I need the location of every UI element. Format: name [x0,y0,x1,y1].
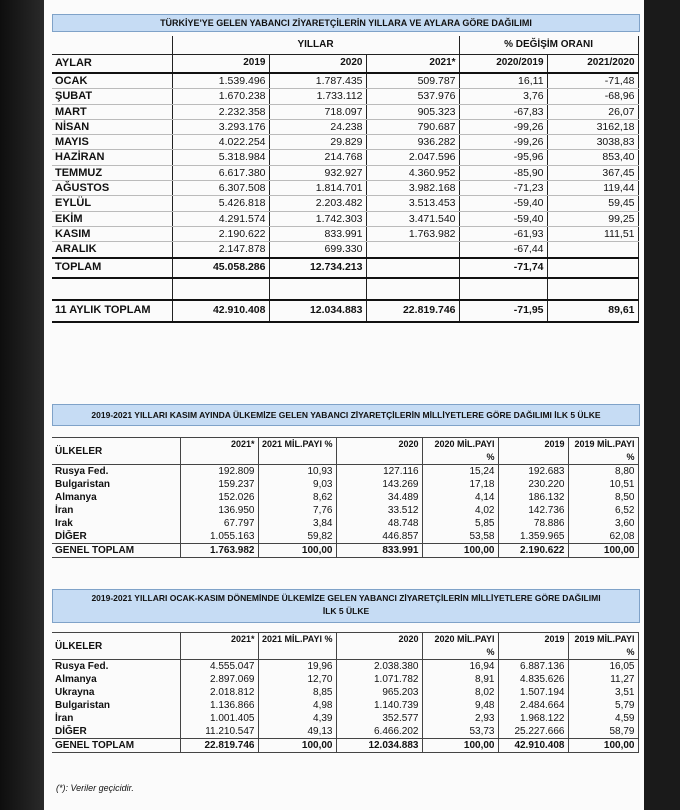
country-cell: DİĞER [52,725,180,739]
month-cell: -61,93 [459,226,547,241]
month-cell: 29.829 [269,135,366,150]
country-cell: 3,84 [258,517,336,530]
country-cell: 11,27 [568,673,638,686]
footnote: (*): Veriler geçicidir. [56,783,134,793]
eleven-month-total-row [52,300,638,322]
country-cell: 136.950 [180,504,258,517]
country-cell: 5,79 [568,699,638,712]
country-cell: 16,94 [422,660,498,674]
empty-cell [52,36,172,55]
header-cell: 2020 [336,633,422,660]
month-cell: 1.814.701 [269,181,366,196]
country-cell: İran [52,712,180,725]
month-row [52,242,638,258]
country-cell: 19,96 [258,660,336,674]
country-cell: 16,05 [568,660,638,674]
total-cell [366,258,459,278]
table2-country-row [52,478,638,491]
month-cell: 6.307.508 [172,181,269,196]
total-cell: 100,00 [258,739,336,753]
total-cell: TOPLAM [52,258,172,278]
country-cell: 1.055.163 [180,530,258,544]
header-cell: ÜLKELER [52,633,180,660]
month-cell: 1.733.112 [269,89,366,104]
spacer-cell [459,278,547,300]
country-cell: Ukrayna [52,686,180,699]
country-cell: 9,48 [422,699,498,712]
country-cell: 59,82 [258,530,336,544]
country-cell: 186.132 [498,491,568,504]
country-cell: 1.136.866 [180,699,258,712]
header-cell: 2020 [269,55,366,74]
month-cell: 5.426.818 [172,196,269,211]
country-cell: 67.797 [180,517,258,530]
month-cell: MAYIS [52,135,172,150]
total-cell: -71,74 [459,258,547,278]
country-cell: Almanya [52,673,180,686]
month-cell: -85,90 [459,165,547,180]
total-cell: 100,00 [422,544,498,558]
table3-country-row [52,686,638,699]
country-cell: 10,51 [568,478,638,491]
header-cell: 2020 MİL.PAYI % [422,633,498,660]
country-cell: 3,60 [568,517,638,530]
country-cell: Bulgaristan [52,699,180,712]
country-cell: 192.683 [498,465,568,479]
month-cell: 3038,83 [547,135,638,150]
month-cell: 2.190.622 [172,226,269,241]
country-cell: 6,52 [568,504,638,517]
photo-edge-shadow [0,0,44,810]
header-cell: 2020 [336,438,422,465]
month-cell [366,242,459,258]
table1-header-row [52,55,638,74]
eleven-month-cell: 42.910.408 [172,300,269,322]
country-cell: 8,02 [422,686,498,699]
month-cell: 214.768 [269,150,366,165]
total-cell: 12.034.883 [336,739,422,753]
monthly-visitors-table [52,36,639,323]
month-cell: 1.787.435 [269,73,366,89]
month-cell: 699.330 [269,242,366,258]
month-cell: 2.232.358 [172,104,269,119]
month-cell: NİSAN [52,119,172,134]
country-cell: 152.026 [180,491,258,504]
total-cell: 100,00 [258,544,336,558]
month-cell: 24.238 [269,119,366,134]
country-cell: 143.269 [336,478,422,491]
table1-group-header [52,36,638,55]
table2-header-row [52,438,638,465]
country-cell: 5,85 [422,517,498,530]
header-cell: 2019 MİL.PAYI % [568,633,638,660]
country-cell: 4,59 [568,712,638,725]
table3-total-row [52,739,638,753]
month-cell: 1.539.496 [172,73,269,89]
country-cell: 11.210.547 [180,725,258,739]
country-cell: 4.555.047 [180,660,258,674]
country-cell: 1.968.122 [498,712,568,725]
month-row [52,165,638,180]
spacer-cell [269,278,366,300]
table3-country-row [52,660,638,674]
jan-nov-countries-table [52,632,639,753]
month-cell: 367,45 [547,165,638,180]
spacer-cell [547,278,638,300]
month-cell: 111,51 [547,226,638,241]
month-cell: 537.976 [366,89,459,104]
month-cell: OCAK [52,73,172,89]
month-cell: 3.513.453 [366,196,459,211]
month-cell: 4.360.952 [366,165,459,180]
header-cell: 2020/2019 [459,55,547,74]
country-cell: 127.116 [336,465,422,479]
month-row [52,119,638,134]
month-cell: EKİM [52,211,172,226]
header-cell: 2019 [172,55,269,74]
table3-header-row [52,633,638,660]
total-cell: GENEL TOPLAM [52,544,180,558]
header-cell: 2021* [180,633,258,660]
country-cell: 230.220 [498,478,568,491]
country-cell: 78.886 [498,517,568,530]
month-cell: 936.282 [366,135,459,150]
country-cell: Irak [52,517,180,530]
header-cell: 2020 MİL.PAYI % [422,438,498,465]
country-cell: 8,80 [568,465,638,479]
month-cell: 1.670.238 [172,89,269,104]
month-cell: -68,96 [547,89,638,104]
country-cell: 10,93 [258,465,336,479]
country-cell: Bulgaristan [52,478,180,491]
month-cell: 3.471.540 [366,211,459,226]
month-cell: AĞUSTOS [52,181,172,196]
table3-country-row [52,712,638,725]
country-cell: 1.507.194 [498,686,568,699]
country-cell: DİĞER [52,530,180,544]
country-cell: 58,79 [568,725,638,739]
total-cell: 12.734.213 [269,258,366,278]
country-cell: 15,24 [422,465,498,479]
month-cell: MART [52,104,172,119]
month-cell: HAZİRAN [52,150,172,165]
month-cell: 509.787 [366,73,459,89]
month-cell: -67,83 [459,104,547,119]
total-cell [547,258,638,278]
total-cell: 42.910.408 [498,739,568,753]
country-cell: 1.359.965 [498,530,568,544]
country-cell: 48.748 [336,517,422,530]
country-cell: 446.857 [336,530,422,544]
country-cell: 53,58 [422,530,498,544]
header-cell: 2019 MİL.PAYI % [568,438,638,465]
country-cell: 25.227.666 [498,725,568,739]
header-cell: 2021* [366,55,459,74]
month-row [52,196,638,211]
total-cell: 45.058.286 [172,258,269,278]
month-cell: EYLÜL [52,196,172,211]
month-cell: 1.742.303 [269,211,366,226]
country-cell: 2.018.812 [180,686,258,699]
month-cell: 26,07 [547,104,638,119]
header-cell: ÜLKELER [52,438,180,465]
month-cell: 3,76 [459,89,547,104]
total-cell: 833.991 [336,544,422,558]
eleven-month-cell: 12.034.883 [269,300,366,322]
country-cell: 8,91 [422,673,498,686]
table3-country-row [52,725,638,739]
years-group-label: YILLAR [172,36,459,55]
country-cell: 6.887.136 [498,660,568,674]
header-cell: 2019 [498,633,568,660]
month-cell: -99,26 [459,135,547,150]
total-cell: 100,00 [568,544,638,558]
country-cell: 62,08 [568,530,638,544]
november-countries-table [52,437,639,558]
month-cell: 905.323 [366,104,459,119]
month-cell: -67,44 [459,242,547,258]
month-row [52,211,638,226]
country-cell: 4.835.626 [498,673,568,686]
month-row [52,150,638,165]
header-cell: 2021 MİL.PAYI % [258,438,336,465]
table3-title [52,589,640,623]
month-cell: -95,96 [459,150,547,165]
table3-title-line1: 2019-2021 YILLARI OCAK-KASIM DÖNEMİNDE ÜLKEMİZE GELEN YABANCI ZİYARETÇİLERİN MİLLİYETLERE GÖRE DAĞILIMI [91,593,601,603]
month-cell: 853,40 [547,150,638,165]
month-cell: 2.203.482 [269,196,366,211]
spacer-cell [366,278,459,300]
eleven-month-cell: 22.819.746 [366,300,459,322]
country-cell: 33.512 [336,504,422,517]
country-cell: Rusya Fed. [52,660,180,674]
month-cell: 833.991 [269,226,366,241]
month-cell: 932.927 [269,165,366,180]
spacer-cell [52,278,172,300]
header-cell: 2021/2020 [547,55,638,74]
total-cell: 100,00 [422,739,498,753]
country-cell: 2,93 [422,712,498,725]
month-cell: 5.318.984 [172,150,269,165]
country-cell: 12,70 [258,673,336,686]
month-cell: ARALIK [52,242,172,258]
table2-country-row [52,504,638,517]
total-cell: 22.819.746 [180,739,258,753]
month-cell: 3.293.176 [172,119,269,134]
month-cell: 59,45 [547,196,638,211]
spacer-cell [172,278,269,300]
country-cell: 2.484.664 [498,699,568,712]
country-cell: 6.466.202 [336,725,422,739]
eleven-month-cell: -71,95 [459,300,547,322]
country-cell: 53,73 [422,725,498,739]
country-cell: 1.071.782 [336,673,422,686]
month-cell: 3162,18 [547,119,638,134]
table2-country-row [52,517,638,530]
month-cell: -71,48 [547,73,638,89]
country-cell: 2.897.069 [180,673,258,686]
country-cell: 34.489 [336,491,422,504]
month-cell: -71,23 [459,181,547,196]
country-cell: 8,50 [568,491,638,504]
month-row [52,226,638,241]
total-cell: GENEL TOPLAM [52,739,180,753]
country-cell: 142.736 [498,504,568,517]
month-cell: -59,40 [459,211,547,226]
country-cell: 1.001.405 [180,712,258,725]
total-cell: 1.763.982 [180,544,258,558]
country-cell: 17,18 [422,478,498,491]
table2-country-row [52,465,638,479]
header-cell: 2021 MİL.PAYI % [258,633,336,660]
month-cell: 4.022.254 [172,135,269,150]
change-group-label: % DEĞİŞİM ORANI [459,36,638,55]
month-cell: 16,11 [459,73,547,89]
month-cell: KASIM [52,226,172,241]
total-cell: 2.190.622 [498,544,568,558]
month-cell: 1.763.982 [366,226,459,241]
country-cell: 159.237 [180,478,258,491]
table2-country-row [52,530,638,544]
month-cell: ŞUBAT [52,89,172,104]
table1-title: TÜRKİYE'YE GELEN YABANCI ZİYARETÇİLERİN YILLARA VE AYLARA GÖRE DAĞILIMI [52,14,640,32]
month-cell: 2.147.878 [172,242,269,258]
country-cell: 8,85 [258,686,336,699]
table2-title: 2019-2021 YILLARI KASIM AYINDA ÜLKEMİZE GELEN YABANCI ZİYARETÇİLERİN MİLLİYETLERE GÖRE DAĞILIMI İLK 5 ÜLKE [52,404,640,426]
country-cell: 1.140.739 [336,699,422,712]
month-cell: 790.687 [366,119,459,134]
month-cell: 3.982.168 [366,181,459,196]
month-cell: 2.047.596 [366,150,459,165]
country-cell: 49,13 [258,725,336,739]
country-cell: Almanya [52,491,180,504]
eleven-month-cell: 89,61 [547,300,638,322]
month-row [52,135,638,150]
table3-title-line2: İLK 5 ÜLKE [322,606,370,616]
country-cell: 7,76 [258,504,336,517]
country-cell: 8,62 [258,491,336,504]
country-cell: 352.577 [336,712,422,725]
month-cell: -99,26 [459,119,547,134]
header-cell: 2021* [180,438,258,465]
eleven-month-cell: 11 AYLIK TOPLAM [52,300,172,322]
country-cell: İran [52,504,180,517]
month-row [52,104,638,119]
month-cell [547,242,638,258]
month-row [52,89,638,104]
month-cell: 4.291.574 [172,211,269,226]
table3-country-row [52,699,638,712]
country-cell: 4,39 [258,712,336,725]
total-row [52,258,638,278]
month-cell: -59,40 [459,196,547,211]
month-cell: 119,44 [547,181,638,196]
month-row [52,181,638,196]
header-cell: AYLAR [52,55,172,74]
month-row [52,73,638,89]
table2-country-row [52,491,638,504]
country-cell: 4,98 [258,699,336,712]
country-cell: 4,14 [422,491,498,504]
month-cell: 99,25 [547,211,638,226]
spacer-row [52,278,638,300]
month-cell: 6.617.380 [172,165,269,180]
table2-total-row [52,544,638,558]
country-cell: 9,03 [258,478,336,491]
country-cell: 2.038.380 [336,660,422,674]
month-cell: 718.097 [269,104,366,119]
header-cell: 2019 [498,438,568,465]
country-cell: 4,02 [422,504,498,517]
month-cell: TEMMUZ [52,165,172,180]
table3-country-row [52,673,638,686]
country-cell: 192.809 [180,465,258,479]
country-cell: Rusya Fed. [52,465,180,479]
country-cell: 965.203 [336,686,422,699]
total-cell: 100,00 [568,739,638,753]
country-cell: 3,51 [568,686,638,699]
